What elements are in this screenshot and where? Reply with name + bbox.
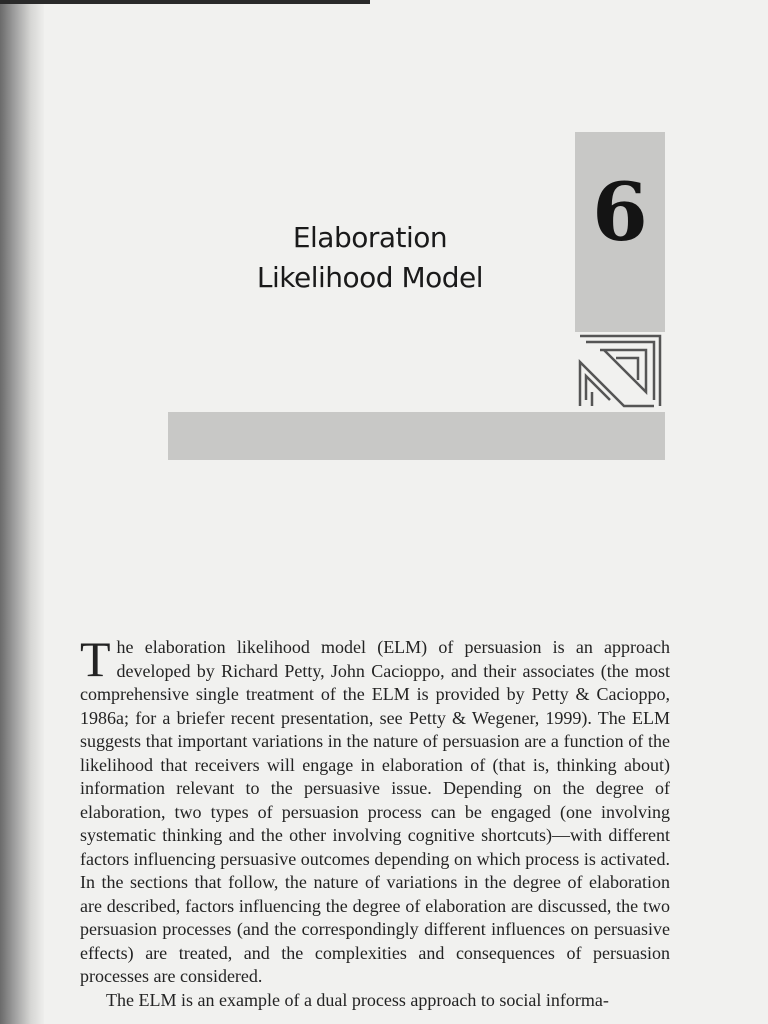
- paragraph-one: [80, 631, 670, 989]
- chapter-title-line1: Elaboration: [292, 221, 448, 254]
- chapter-number: 6: [592, 165, 648, 259]
- paragraph-two: The ELM is an example of a dual process approach to social informa-: [106, 989, 609, 1010]
- chapter-body: [80, 631, 670, 1012]
- drop-cap: T: [80, 631, 111, 687]
- paragraph-one-text: he elaboration likelihood model (ELM) of persuasion is an approach developed by Richard Petty, John Cacioppo, and their associates (the most comprehensive single treatment of the ELM is provided by Petty & Cacioppo, 1986a; for a briefer recent presentation, see Petty & Wegener, 1999). The ELM suggests that important variations in the nature of persuasion are a function of the likelihood that receivers will engage in elaboration of (that is, thinking about) information relevant to the persuasive issue. Depending on the degree of elaboration, two types of persuasion process can be engaged (one involving systematic thinking and the other involving cognitive shortcuts)—with different factors influencing persuasive outcomes depending on which process is activated. In the sections that follow, the nature of variations in the degree of elaboration are described, factors influencing the degree of elaboration are discussed, the two persuasion processes (and the correspondingly different influences on persuasive effects) are treated, and the complexities and consequences of persuasion processes are considered.: [80, 637, 670, 986]
- greek-key-ornament: [576, 332, 664, 410]
- chapter-header-bar: [168, 412, 665, 460]
- page-top-edge: [0, 0, 370, 4]
- book-spine-shadow: [0, 0, 44, 1024]
- chapter-title-line2: Likelihood Model: [256, 261, 484, 294]
- chapter-title: [210, 218, 530, 298]
